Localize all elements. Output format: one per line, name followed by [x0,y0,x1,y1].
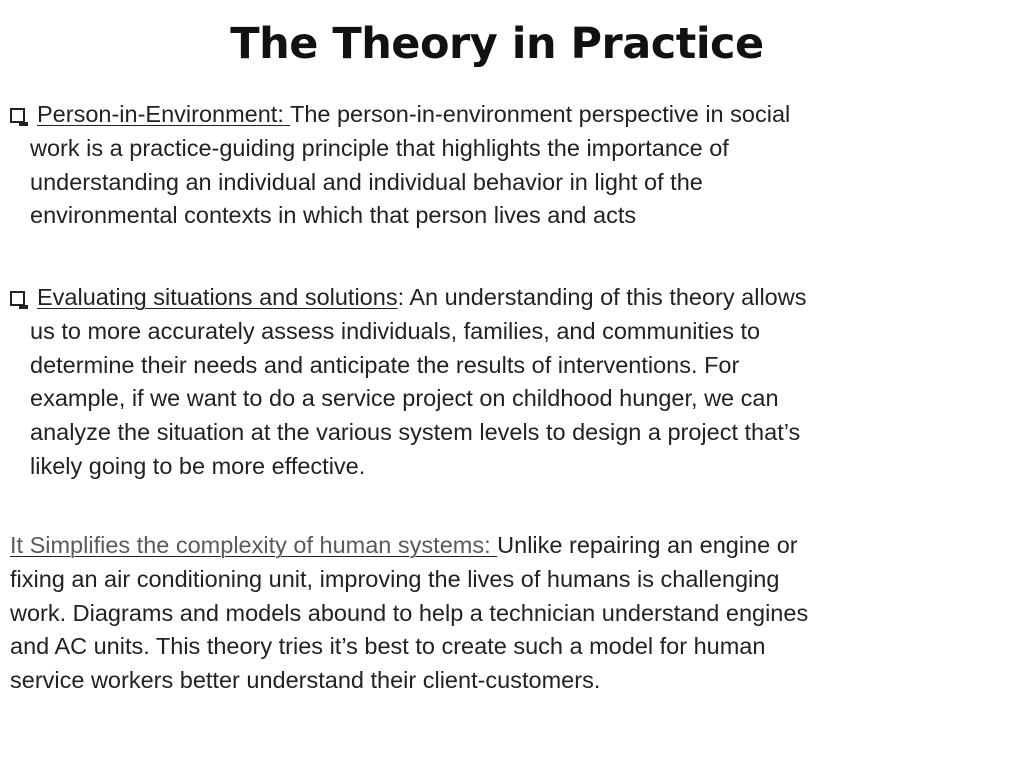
paragraph-heading: It Simplifies the complexity of human systems: [10,532,498,558]
paragraph-line: service workers better understand their client-customers. [10,667,601,694]
bullet-evaluating-situations [10,281,1000,484]
bullet-heading: Person-in-Environment: [37,101,290,127]
checkbox-square-icon [10,291,25,306]
bullet-heading: Evaluating situations and solutions [37,284,398,310]
paragraph-simplifies-complexity [10,529,1010,698]
slide-title: The Theory in Practice [230,19,764,69]
bullet-first-line-text: An understanding of this theory allows [404,284,807,310]
paragraph-line: work. Diagrams and models abound to help a technician understand engines [10,599,809,626]
bullet-line: work is a practice-guiding principle that highlights the importance of [30,134,729,161]
bullet-person-in-environment [10,98,1000,233]
paragraph-line: and AC units. This theory tries it’s best to create such a model for human [10,633,766,660]
bullet-line: example, if we want to do a service project on childhood hunger, we can [30,385,779,412]
bullet-line: environmental contexts in which that person lives and acts [30,202,637,229]
bullet-line: determine their needs and anticipate the results of interventions. For [30,351,740,378]
bullet-line: likely going to be more effective. [30,452,366,479]
bullet-first-line-text: The person-in-environment perspective in social [289,101,791,127]
bullet-line: us to more accurately assess individuals, families, and communities to [30,317,761,344]
bullet-line: understanding an individual and individual behavior in light of the [30,168,703,195]
paragraph-line: fixing an air conditioning unit, improving the lives of humans is challenging [10,565,780,592]
bullet-line: analyze the situation at the various system levels to design a project that’s [30,419,801,446]
bullet-separator: : [397,284,405,310]
paragraph-first-line-text: Unlike repairing an engine or [497,532,798,558]
checkbox-square-icon [10,108,25,123]
